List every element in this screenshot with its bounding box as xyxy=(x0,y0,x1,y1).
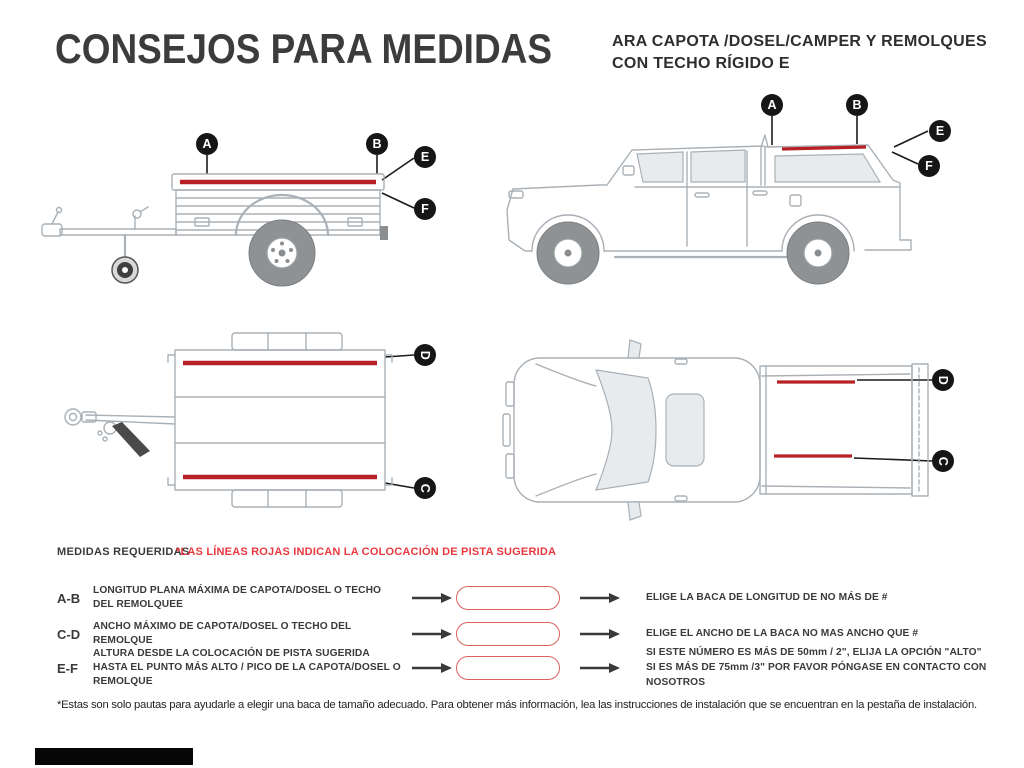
measurement-label-ab: A-B xyxy=(57,590,81,606)
subtitle-line-2: CON TECHO RÍGIDO E xyxy=(612,54,790,72)
trailer-top-view-diagram xyxy=(30,325,450,530)
marker-f-label: F xyxy=(421,201,429,216)
trailer-side-view-art xyxy=(30,100,450,310)
trailer-side-view-diagram xyxy=(30,100,450,310)
measurement-desc-ef: ALTURA DESDE LA COLOCACIÓN DE PISTA SUGERIDA HASTA EL PUNTO MÁS ALTO / PICO DE LA CAPOTA/DOSEL O REMOLQUE xyxy=(93,647,401,688)
footer-logo-bar xyxy=(35,748,193,765)
marker-a-badge xyxy=(761,94,783,116)
measurement-result-ab: ELIGE LA BACA DE LONGITUD DE NO MÁS DE # xyxy=(646,591,888,603)
subtitle-line-1: ARA CAPOTA /DOSEL/CAMPER Y REMOLQUES xyxy=(612,33,987,50)
truck-side-view-art xyxy=(495,90,965,300)
measurement-input-ab[interactable] xyxy=(456,586,560,610)
marker-d-label: D xyxy=(418,350,433,360)
marker-f-label: F xyxy=(925,158,933,173)
measurement-input-ef[interactable] xyxy=(456,656,560,680)
measurement-label-ef: E-F xyxy=(57,660,78,676)
measurement-result-ef: SI ESTE NÚMERO ES MÁS DE 50mm / 2", ELIJA LA OPCIÓN "ALTO" SI ES MÁS DE 75mm /3" POR FAVOR PÓNGASE EN CONTACTO CON NOSOTROS xyxy=(646,647,987,688)
measurement-row-cd xyxy=(57,620,987,649)
marker-f-badge xyxy=(918,155,940,177)
measurement-desc-cd: ANCHO MÁXIMO DE CAPOTA/DOSEL O TECHO DEL REMOLQUE xyxy=(93,621,352,647)
marker-d-badge xyxy=(932,369,954,391)
marker-d-badge xyxy=(414,344,436,366)
marker-e-label: E xyxy=(935,123,945,138)
marker-b-badge xyxy=(366,133,388,155)
measurement-row-ef xyxy=(57,646,987,690)
arrow-icon xyxy=(580,628,620,640)
measurement-desc-ab: LONGITUD PLANA MÁXIMA DE CAPOTA/DOSEL O TECHO DEL REMOLQUEE xyxy=(93,585,382,611)
arrow-icon xyxy=(412,662,452,674)
measurement-label-cd: C-D xyxy=(57,626,81,642)
measurements-section-title: MEDIDAS REQUERIDAS xyxy=(57,546,190,558)
red-track-line xyxy=(782,147,866,149)
footer-note: *Estas son solo pautas para ayudarle a elegir una baca de tamaño adecuado. Para obtener más información, lea las instrucciones de instalación que se encuentran en la pestaña de instalación. xyxy=(57,699,977,711)
page-title: CONSEJOS PARA MEDIDAS xyxy=(55,25,552,72)
marker-c-label: C xyxy=(936,456,951,466)
arrow-icon xyxy=(580,662,620,674)
red-lines-note: *LAS LÍNEAS ROJAS INDICAN LA COLOCACIÓN DE PISTA SUGERIDA xyxy=(176,546,557,558)
marker-a-badge xyxy=(196,133,218,155)
truck-top-view-art xyxy=(500,330,965,530)
marker-e-badge xyxy=(929,120,951,142)
marker-d-label: D xyxy=(936,375,951,385)
measurement-row-ab xyxy=(57,584,987,613)
measurement-result-cd: ELIGE EL ANCHO DE LA BACA NO MAS ANCHO QUE # xyxy=(646,627,919,639)
marker-c-badge xyxy=(932,450,954,472)
arrow-icon xyxy=(580,592,620,604)
marker-f-badge xyxy=(414,198,436,220)
arrow-icon xyxy=(412,592,452,604)
truck-side-view-diagram xyxy=(495,90,965,300)
marker-e-label: E xyxy=(420,149,430,164)
marker-c-badge xyxy=(414,477,436,499)
marker-b-label: B xyxy=(852,97,862,112)
measurement-input-cd[interactable] xyxy=(456,622,560,646)
marker-a-label: A xyxy=(767,97,777,112)
truck-top-view-diagram xyxy=(500,330,965,530)
marker-e-badge xyxy=(414,146,436,168)
page-subtitle xyxy=(612,31,1012,74)
marker-c-label: C xyxy=(418,483,433,493)
trailer-top-view-art xyxy=(30,325,450,530)
arrow-icon xyxy=(412,628,452,640)
marker-a-label: A xyxy=(202,136,212,151)
marker-b-label: B xyxy=(372,136,382,151)
marker-b-badge xyxy=(846,94,868,116)
